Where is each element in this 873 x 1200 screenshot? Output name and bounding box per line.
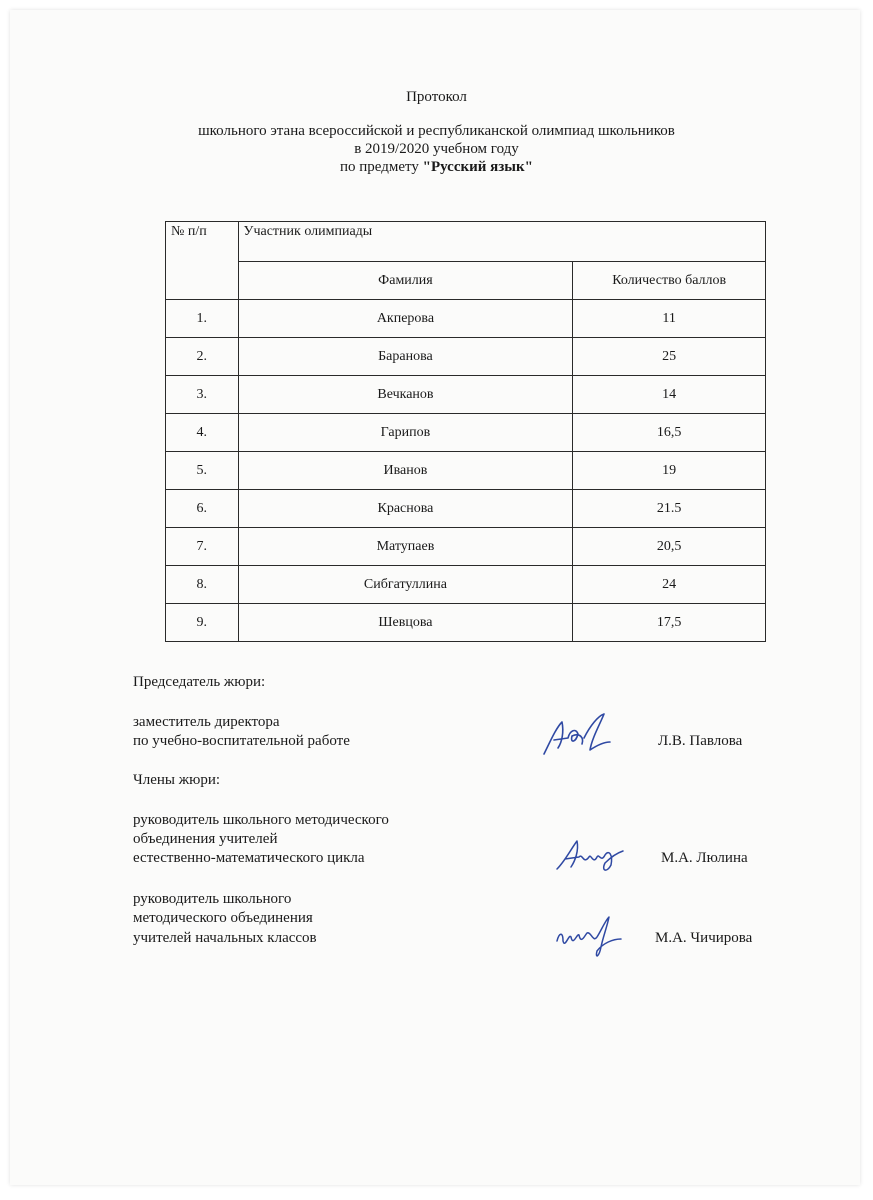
row-num: 3.	[166, 376, 239, 414]
row-name: Краснова	[238, 490, 573, 528]
header-line-1: школьного этана всероссийской и республиканской олимпиад школьников	[198, 123, 675, 139]
member1-position-1: руководитель школьного методического	[133, 812, 389, 828]
row-num: 2.	[166, 338, 239, 376]
member2-position-2: методического объединения	[133, 910, 313, 926]
row-name: Гарипов	[238, 414, 573, 452]
row-num: 7.	[166, 528, 239, 566]
row-num: 6.	[166, 490, 239, 528]
row-num: 1.	[166, 300, 239, 338]
row-num: 9.	[166, 604, 239, 642]
row-num: 8.	[166, 566, 239, 604]
subject-name: "Русский язык"	[422, 159, 533, 175]
member1-signature	[553, 835, 625, 875]
members-label: Члены жюри:	[133, 772, 221, 788]
row-name: Иванов	[238, 452, 573, 490]
header-surname: Фамилия	[238, 262, 573, 300]
chair-position-1: заместитель директора	[133, 714, 280, 730]
member2-position-1: руководитель школьного	[133, 891, 292, 907]
chair-signature	[540, 708, 615, 763]
row-name: Акперова	[238, 300, 573, 338]
row-score: 11	[573, 300, 766, 338]
header-num: № п/п	[166, 222, 239, 300]
header-score: Количество баллов	[573, 262, 766, 300]
header-participant: Участник олимпиады	[238, 222, 765, 262]
row-score: 16,5	[573, 414, 766, 452]
member2-signature	[553, 913, 625, 963]
row-name: Вечканов	[238, 376, 573, 414]
row-score: 20,5	[573, 528, 766, 566]
member1-name: М.А. Люлина	[661, 850, 748, 866]
member1-position-2: объединения учителей	[133, 831, 278, 847]
row-score: 25	[573, 338, 766, 376]
row-name: Сибгатуллина	[238, 566, 573, 604]
row-score: 17,5	[573, 604, 766, 642]
member2-position-3: учителей начальных классов	[133, 930, 317, 946]
row-num: 5.	[166, 452, 239, 490]
chair-name: Л.В. Павлова	[658, 733, 743, 749]
row-score: 19	[573, 452, 766, 490]
document-title: Протокол	[406, 89, 467, 105]
row-name: Баранова	[238, 338, 573, 376]
member2-name: М.А. Чичирова	[655, 930, 753, 946]
subject-prefix: по предмету	[339, 159, 423, 175]
row-name: Матупаев	[238, 528, 573, 566]
row-score: 24	[573, 566, 766, 604]
row-name: Шевцова	[238, 604, 573, 642]
chair-label: Председатель жюри:	[133, 674, 266, 690]
member1-position-3: естественно-математического цикла	[133, 850, 365, 866]
row-score: 14	[573, 376, 766, 414]
header-line-2: в 2019/2020 учебном году	[354, 141, 519, 157]
row-score: 21.5	[573, 490, 766, 528]
row-num: 4.	[166, 414, 239, 452]
chair-position-2: по учебно-воспитательной работе	[133, 733, 350, 749]
